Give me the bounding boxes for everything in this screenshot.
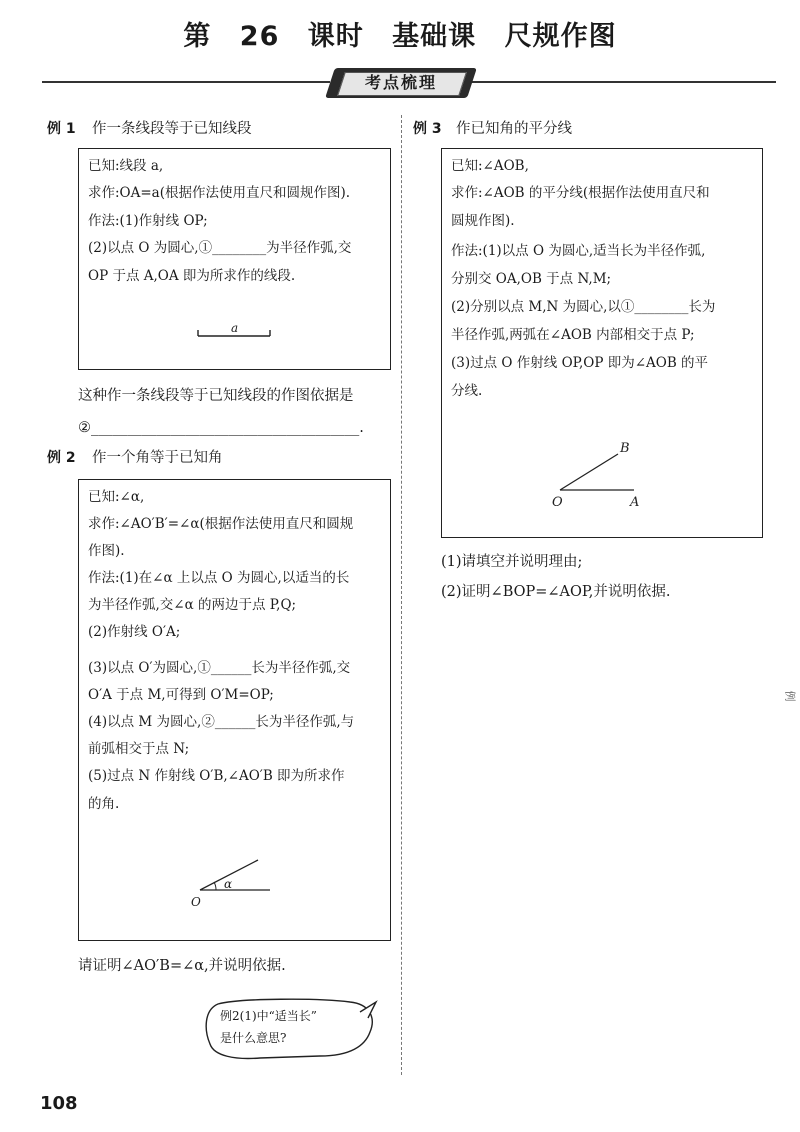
ex2-line: 作法:(1)在∠α 上以点 O 为圆心,以适当的长	[88, 570, 350, 586]
ex2-label: 例 2	[47, 450, 76, 466]
ex3-angle-figure	[548, 436, 658, 512]
ex1-after: 这种作一条线段等于已知线段的作图依据是	[78, 388, 354, 404]
ex1-line: 作法:(1)作射线 OP;	[88, 213, 208, 229]
ex2-line: 前弧相交于点 N;	[88, 741, 190, 757]
header-rule-right	[472, 81, 776, 83]
ex1-segment-label: a	[231, 321, 239, 335]
ex2-line: 作图).	[88, 543, 125, 559]
ex2-after: 请证明∠AO′B=∠α,并说明依据.	[78, 958, 286, 974]
ex3-line: 求作:∠AOB 的平分线(根据作法使用直尺和	[451, 185, 710, 201]
ex2-line: (5)过点 N 作射线 O′B,∠AO′B 即为所求作	[88, 768, 345, 784]
ex1-line: 已知:线段 a,	[88, 158, 164, 174]
ex3-point-b: B	[620, 441, 630, 456]
ex2-heading: 作一个角等于已知角	[92, 450, 223, 466]
ex2-line: (4)以点 M 为圆心,②______长为半径作弧,与	[88, 714, 355, 730]
ex2-line: 已知:∠α,	[88, 489, 145, 505]
ex3-line: 作法:(1)以点 O 为圆心,适当长为半径作弧,	[451, 243, 706, 259]
ex3-heading: 作已知角的平分线	[456, 121, 572, 137]
ex3-line: 分别交 OA,OB 于点 N,M;	[451, 271, 612, 287]
ex3-question: (1)请填空并说明理由;	[441, 554, 583, 570]
ex1-heading: 作一条线段等于已知线段	[92, 121, 252, 137]
ex2-line: (3)以点 O′为圆心,①______长为半径作弧,交	[88, 660, 351, 676]
ex3-point-a: A	[630, 495, 640, 510]
ex2-line: 求作:∠AO′B′=∠α(根据作法使用直尺和圆规	[88, 516, 354, 532]
ex2-line: 的角.	[88, 796, 120, 812]
ex3-point-o: O	[552, 495, 563, 510]
ex1-segment-figure	[190, 318, 280, 344]
ex2-line: (2)作射线 O′A;	[88, 624, 181, 640]
ex3-line: (3)过点 O 作射线 OP,OP 即为∠AOB 的平	[451, 355, 709, 371]
page-title: 第 26 课时 基础课 尺规作图	[183, 21, 617, 52]
ex3-line: (2)分别以点 M,N 为圆心,以①________长为	[451, 299, 716, 315]
ex1-label: 例 1	[47, 121, 76, 137]
section-badge: 考点梳理	[364, 73, 437, 92]
ex1-after-blank: ②_____________________________________.	[78, 420, 364, 436]
page-number: 108	[40, 1093, 78, 1114]
ex3-label: 例 3	[413, 121, 442, 137]
ex2-angle-figure	[188, 852, 288, 912]
ex3-question: (2)证明∠BOP=∠AOP,并说明依据.	[441, 584, 671, 600]
bubble-text-line: 例2(1)中“适当长”	[220, 1009, 317, 1023]
ex1-line: OP 于点 A,OA 即为所求作的线段.	[88, 268, 296, 284]
ex3-line: 圆规作图).	[451, 213, 515, 229]
margin-mark: 例	[783, 690, 797, 702]
ex1-line: 求作:OA=a(根据作法使用直尺和圆规作图).	[88, 185, 351, 201]
ex2-line: 为半径作弧,交∠α 的两边于点 P,Q;	[88, 597, 297, 613]
bubble-text-line: 是什么意思?	[220, 1031, 287, 1045]
ex3-line: 分线.	[451, 383, 483, 399]
column-divider	[401, 115, 402, 1075]
ex2-angle-label: α	[224, 877, 233, 891]
ex2-vertex-label: O	[191, 895, 201, 909]
header-rule-left	[42, 81, 330, 83]
ex2-line: O′A 于点 M,可得到 O′M=OP;	[88, 687, 274, 703]
ex1-line: (2)以点 O 为圆心,①________为半径作弧,交	[88, 240, 352, 256]
ex3-line: 已知:∠AOB,	[451, 158, 529, 174]
ex3-line: 半径作弧,两弧在∠AOB 内部相交于点 P;	[451, 327, 695, 343]
